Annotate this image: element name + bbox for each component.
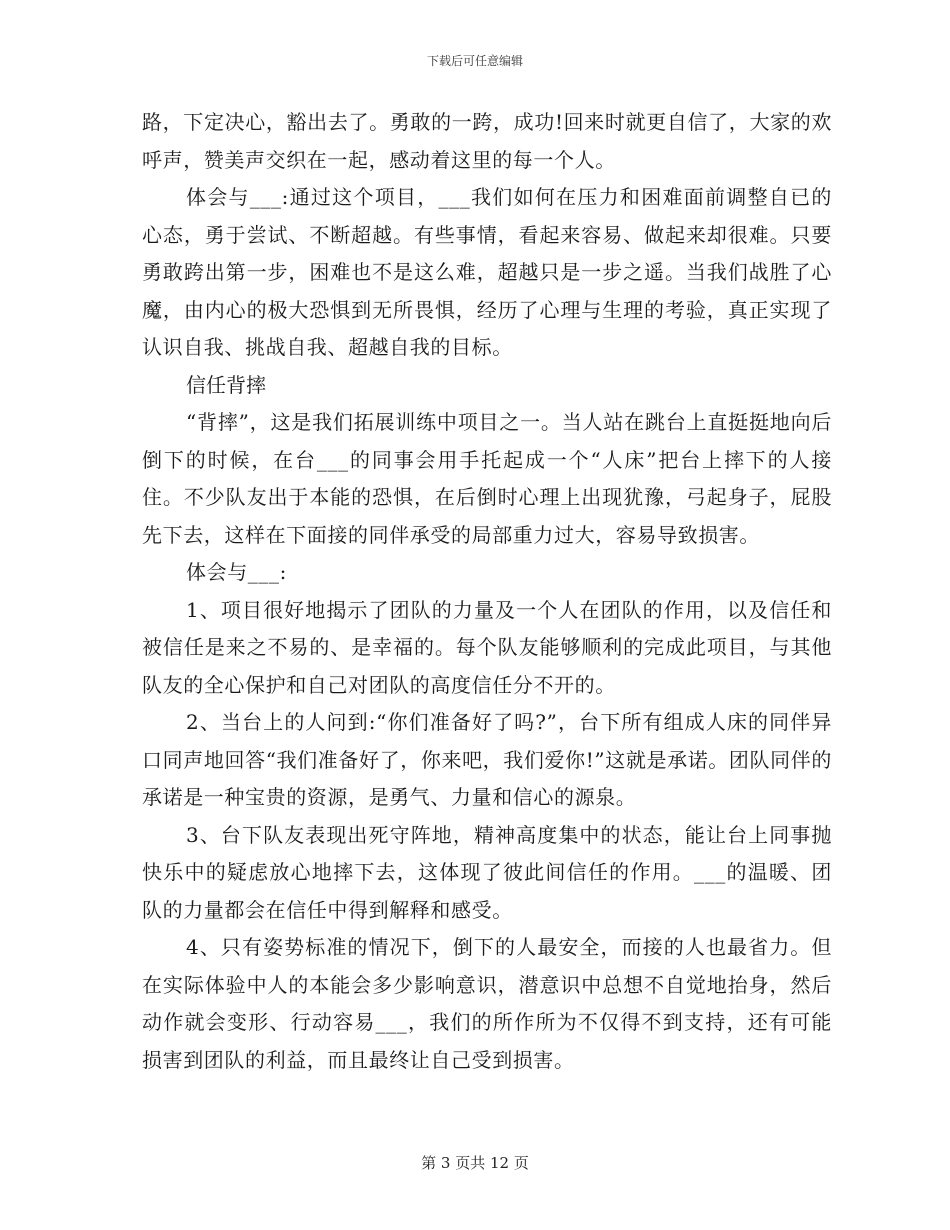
paragraph-reflection-label: 体会与___: [186, 560, 287, 584]
document-body [142, 104, 832, 1079]
paragraph-reflection-1: 体会与___:通过这个项目，___我们如何在压力和困难面前调整自已的心态，勇于尝试、不断超越。有些事情，看起来容易、做起来却很难。只要勇敢跨出第一步，困难也不是这么难，超越只是一步之遥。当我们战胜了心魔，由内心的极大恐惧到无所畏惧，经历了心理与生理的考验，真正实现了认识自我、挑战自我、超越自我的目标。 [142, 185, 832, 359]
paragraph-point-4: 4、只有姿势标准的情况下，倒下的人最安全，而接的人也最省力。但在实际体验中人的本能会多少影响意识，潜意识中总想不自觉地抬身，然后动作就会变形、行动容易___，我们的所作所为不仅得不到支持，还有可能损害到团队的利益，而且最终让自己受到损害。 [142, 935, 832, 1072]
section-heading-trust-fall: 信任背摔 [186, 372, 266, 397]
paragraph-continuation: 路，下定决心，豁出去了。勇敢的一跨，成功!回来时就更自信了，大家的欢呼声，赞美声交织在一起，感动着这里的每一个人。 [142, 110, 832, 172]
paragraph-point-1: 1、项目很好地揭示了团队的力量及一个人在团队的作用，以及信任和被信任是来之不易的、是幸福的。每个队友能够顺利的完成此项目，与其他队友的全心保护和自己对团队的高度信任分不开的。 [142, 597, 832, 697]
paragraph-point-2: 2、当台上的人问到:“你们准备好了吗?”，台下所有组成人床的同伴异口同声地回答“我们准备好了，你来吧，我们爱你!”这就是承诺。团队同伴的承诺是一种宝贵的资源，是勇气、力量和信心的源泉。 [142, 710, 832, 809]
paragraph-point-3: 3、台下队友表现出死守阵地，精神高度集中的状态，能让台上同事抛快乐中的疑虑放心地摔下去，这体现了彼此间信任的作用。___的温暖、团队的力量都会在信任中得到解释和感受。 [142, 822, 832, 922]
page-header: 下载后可任意编辑 [426, 54, 523, 68]
page-footer: 第 3 页共 12 页 [421, 1154, 529, 1172]
paragraph-trust-fall-intro: “背摔”，这是我们拓展训练中项目之一。当人站在跳台上直挺挺地向后倒下的时候，在台___的同事会用手托起成一个“人床”把台上摔下的人接住。不少队友出于本能的恐惧，在后倒时心理上出现犹豫，弓起身子，屁股先下去，这样在下面接的同伴承受的局部重力过大，容易导致损害。 [142, 410, 832, 547]
